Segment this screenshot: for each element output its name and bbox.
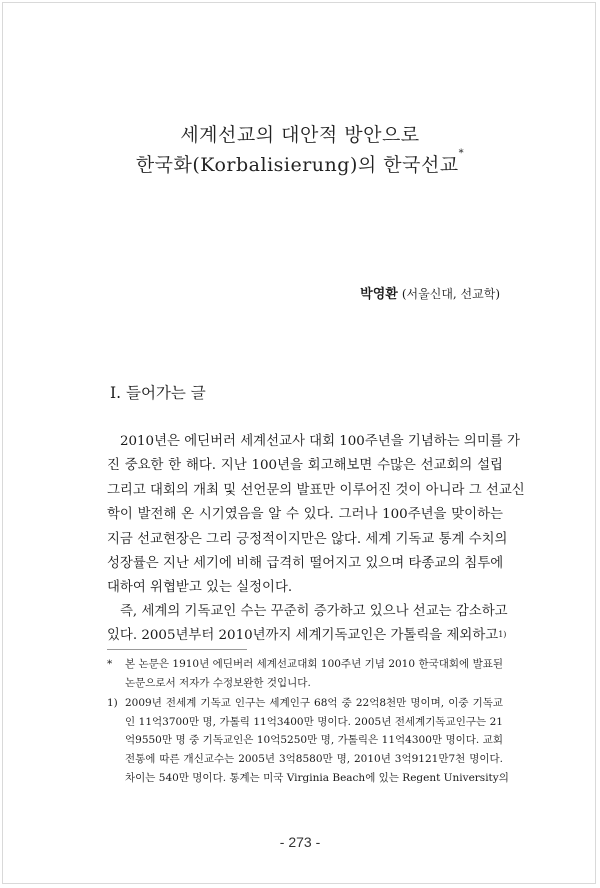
footnotes [107,655,509,789]
paragraph-line: 즉, 세계의 기독교인 수는 꾸준히 증가하고 있으나 선교는 감소하고 [120,604,508,619]
paragraph-line: 대하여 위협받고 있는 실정이다. [107,580,293,596]
paper-title-line2-text: 한국화(Korbalisierung)의 한국선교 [135,154,459,176]
footnote-line: 차이는 540만 명이다. 통계는 미국 Virginia Beach에 있는 Regent University의 [125,771,509,784]
paragraph-1 [107,430,525,601]
section-heading: I. 들어가는 글 [110,384,206,402]
footnote-line: 전통에 따른 개신교수는 2005년 3억8580만 명, 2010년 3억9121만7천 명이다. [125,752,503,765]
footnote-line: 억9550만 명 중 기독교인은 10억5250만 명, 가톨릭은 11억4300만 명이다. 교회 [125,734,503,747]
paragraph-line: 2010년은 에딘버러 세계선교사 대회 100주년을 기념하는 의미를 가 [120,434,520,449]
footnote-star [107,655,503,692]
footnote-line: 본 논문은 1910년 에딘버러 세계선교대회 100주년 기념 2010 한국대회에 발표된 [125,658,503,670]
paragraph-line: 그리고 대회의 개최 및 선언문의 발표만 이루어진 것이 아니라 그 선교신 [107,482,525,498]
paragraph-line-text: 있다. 2005년부터 2010년까지 세계기독교인은 가톨릭을 제외하고 [107,628,499,644]
title-footnote-marker: * [458,148,465,159]
footnote-line: 2009년 전세계 기독교 인구는 세계인구 68억 중 22억8천만 명이며, 이중 기독교 [125,697,503,710]
footnote-line: 논문으로서 저자가 수정보완한 것입니다. [125,676,311,689]
footnote-separator [107,649,247,650]
paragraph-2 [107,600,508,649]
paragraph-line: 학이 발전해 온 시기였음을 알 수 있다. 그러나 100주년을 맞이하는 [107,507,503,523]
paper-title-line1: 세계선교의 대안적 방안으로 [180,124,420,146]
footnote-line: 인 11억3700만 명, 가톨릭 11억3400만 명이다. 2005년 전세계기독교인구는 21 [125,715,503,728]
author-affiliation: (서울신대, 선교학) [401,287,500,301]
paper-title-line2 [0,150,600,177]
footnote-1 [107,694,509,787]
author-line [360,283,500,302]
paragraph-line: 지금 선교현장은 그리 긍정적이지만은 않다. 세계 기독교 통계 수치의 [107,531,508,547]
paragraph-line: 성장률은 지난 세기에 비해 급격히 떨어지고 있으며 타종교의 침투에 [107,555,504,571]
page-number: - 273 - [279,834,321,850]
author-name: 박영환 [360,287,398,302]
paragraph-line [107,624,507,648]
footnote-ref-1: 1) [498,630,507,640]
footnote-mark: * [107,658,113,670]
footnote-mark: 1) [107,697,118,710]
paragraph-line: 진 중요한 한 해다. 지난 100년을 회고해보면 수많은 선교회의 설립 [107,458,503,474]
